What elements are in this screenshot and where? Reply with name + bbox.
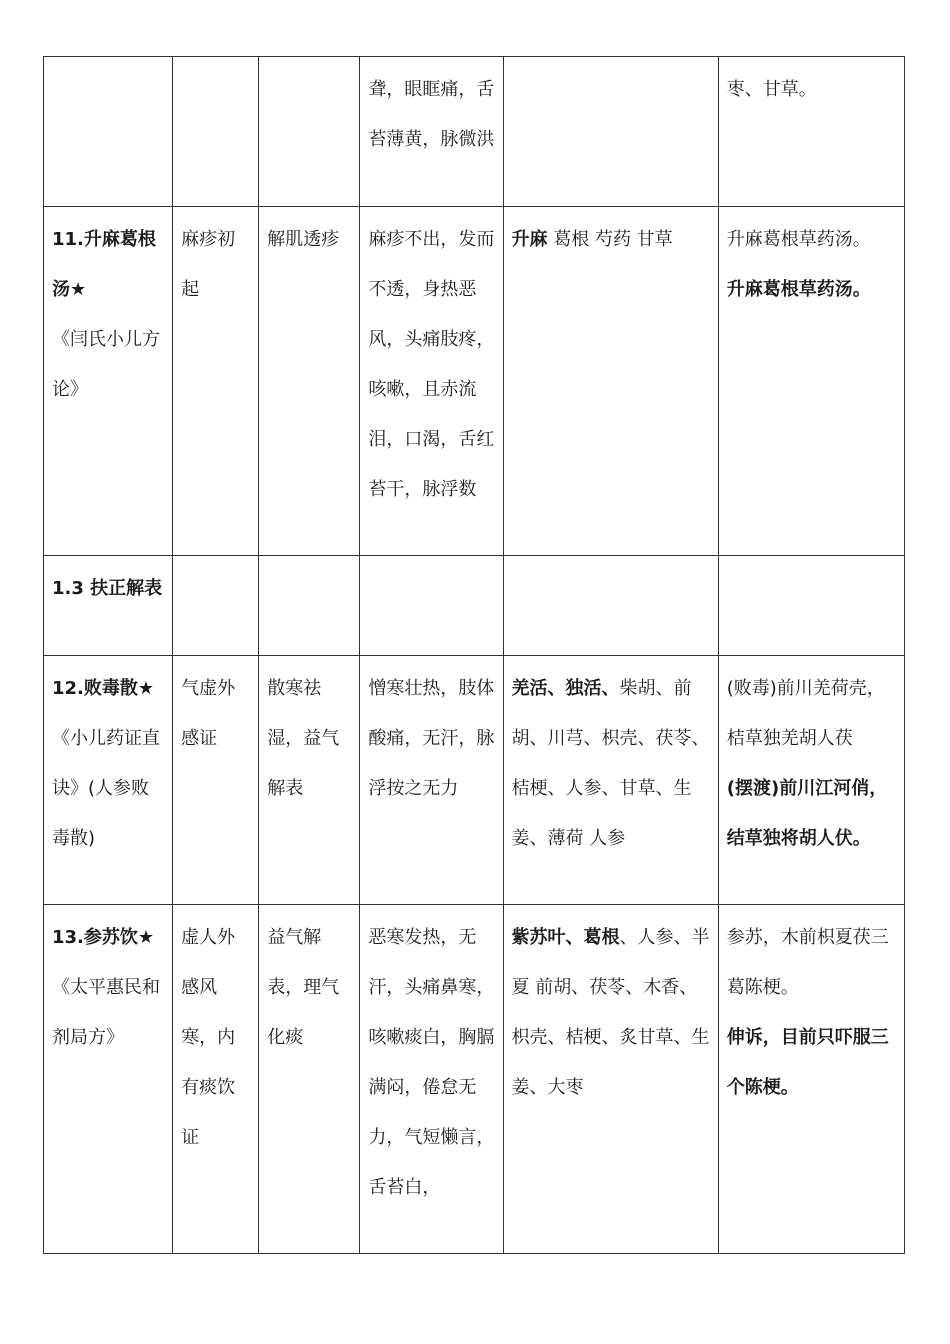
- herbs-key: 羌活、独活、: [511, 678, 620, 699]
- formula-name-cell: [44, 656, 173, 905]
- mnemonic-line: 升麻葛根草药汤。: [726, 229, 871, 250]
- herbs-cell: [503, 905, 718, 1254]
- table-row: [44, 207, 905, 556]
- formula-title: 11.升麻葛根汤★: [52, 229, 156, 300]
- herbs-rest: 、人参、半夏 前胡、茯苓、木香、枳壳、桔梗、炙甘草、生姜、大枣: [511, 927, 710, 1098]
- table-row: [44, 556, 905, 656]
- formula-name-cell: [44, 57, 173, 207]
- section-heading: 1.3 扶正解表: [52, 578, 163, 599]
- mnemonic-line-bold: 升麻葛根草药汤。: [726, 279, 871, 300]
- formula-title: 12.败毒散★: [52, 678, 155, 699]
- formula-title: 13.参苏饮★: [52, 927, 155, 948]
- mnemonic-cell: [718, 57, 904, 207]
- function-cell: 益气解表，理气化痰: [259, 905, 360, 1254]
- syndrome-cell: 麻疹初起: [173, 207, 259, 556]
- mnemonic-cell: [718, 556, 904, 656]
- syndrome-cell: [173, 556, 259, 656]
- section-heading-cell: [44, 556, 173, 656]
- function-cell: [259, 57, 360, 207]
- herbs-rest: 柴胡、前胡、川芎、枳壳、茯苓、桔梗、人参、甘草、生姜、薄荷 人参: [511, 678, 710, 849]
- herbs-key: 紫苏叶、葛根: [511, 927, 620, 948]
- herbs-cell: [503, 57, 718, 207]
- table-row: [44, 656, 905, 905]
- herbs-cell: [503, 656, 718, 905]
- mnemonic-cell: [718, 656, 904, 905]
- function-cell: [259, 556, 360, 656]
- formula-table: [43, 56, 905, 1254]
- herbs-cell: [503, 556, 718, 656]
- mnemonic-cell: [718, 905, 904, 1254]
- mnemonic-line-bold: 伸诉，目前只吓服三个陈梗。: [726, 1027, 889, 1098]
- formula-source: 《闫氏小儿方论》: [52, 329, 160, 400]
- symptoms-cell: 聋，眼眶痛，舌苔薄黄，脉微洪: [360, 57, 503, 207]
- herbs-rest: 葛根 芍药 甘草: [547, 229, 673, 250]
- formula-source: 《小儿药证直诀》(人参败毒散): [52, 728, 160, 849]
- formula-source: 《太平惠民和剂局方》: [52, 977, 160, 1048]
- syndrome-cell: 气虚外感证: [173, 656, 259, 905]
- herbs-key: 升麻: [511, 229, 548, 250]
- mnemonic-line: 枣、甘草。: [726, 79, 817, 100]
- herbs-cell: [503, 207, 718, 556]
- symptoms-cell: 憎寒壮热，肢体酸痛，无汗，脉浮按之无力: [360, 656, 503, 905]
- formula-name-cell: [44, 207, 173, 556]
- symptoms-cell: 麻疹不出，发而不透，身热恶风，头痛肢疼，咳嗽，且赤流泪，口渴，舌红苔干，脉浮数: [360, 207, 503, 556]
- syndrome-cell: 虚人外感风寒，内有痰饮证: [173, 905, 259, 1254]
- mnemonic-line: (败毒)前川羌荷壳，桔草独羌胡人茯: [726, 678, 885, 749]
- formula-name-cell: [44, 905, 173, 1254]
- table-row: [44, 905, 905, 1254]
- table-row: [44, 57, 905, 207]
- mnemonic-cell: [718, 207, 904, 556]
- mnemonic-line: 参苏，木前枳夏茯三葛陈梗。: [726, 927, 889, 998]
- syndrome-cell: [173, 57, 259, 207]
- symptoms-cell: [360, 556, 503, 656]
- symptoms-cell: 恶寒发热，无汗，头痛鼻寒，咳嗽痰白，胸膈满闷，倦怠无力，气短懒言，舌苔白，: [360, 905, 503, 1254]
- function-cell: 散寒祛湿，益气解表: [259, 656, 360, 905]
- function-cell: 解肌透疹: [259, 207, 360, 556]
- mnemonic-line-bold: (摆渡)前川江河俏，结草独将胡人伏。: [726, 778, 888, 849]
